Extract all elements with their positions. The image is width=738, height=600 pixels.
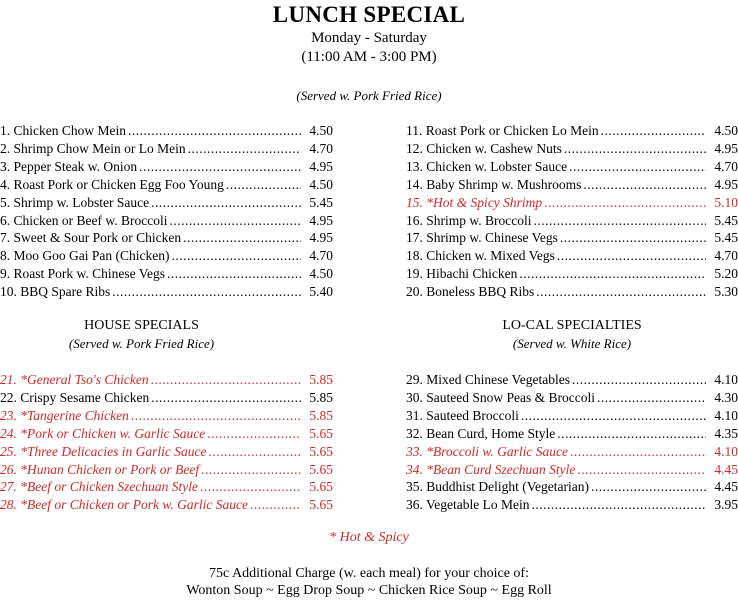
menu-item-name: 7. Sweet & Sour Pork or Chicken: [0, 230, 182, 246]
dot-leader: [201, 461, 301, 479]
menu-item-name: 26. *Hunan Chicken or Pork or Beef: [0, 461, 200, 477]
local-specialties-list: [406, 371, 738, 515]
served-with-note: (Served w. Pork Fried Rice): [296, 88, 442, 103]
menu-item-price: 4.35: [714, 425, 738, 441]
dot-leader: [583, 176, 706, 194]
menu-item: [0, 229, 333, 247]
menu-item-name: 9. Roast Pork w. Chinese Vegs: [0, 266, 165, 282]
menu-item-price: 4.70: [309, 248, 333, 264]
menu-item: [0, 265, 333, 283]
dot-leader: [171, 247, 301, 265]
dot-leader: [557, 247, 706, 265]
dot-leader: [601, 122, 706, 140]
menu-item-price: 5.85: [309, 372, 333, 387]
lunch-menu-right-column: [406, 122, 738, 302]
menu-item-name: 15. *Hot & Spicy Shrimp: [406, 194, 543, 210]
menu-item-name: 33. *Broccoli w. Garlic Sauce: [406, 443, 568, 459]
menu-item: [406, 407, 738, 425]
menu-item: [0, 478, 333, 496]
menu-item-price: 5.45: [714, 212, 738, 228]
menu-item: [406, 425, 738, 443]
menu-item-name: 28. *Beef or Chicken or Pork w. Garlic Sauce: [0, 497, 248, 513]
menu-item: [406, 478, 738, 496]
house-specials-heading: HOUSE SPECIALS: [84, 318, 199, 333]
menu-item-name: 5. Shrimp w. Lobster Sauce: [0, 194, 150, 210]
menu-item-price: 5.65: [309, 443, 333, 459]
menu-item-name: 11. Roast Pork or Chicken Lo Mein: [406, 123, 599, 138]
menu-item: [0, 194, 333, 212]
menu-item-price: 4.70: [309, 140, 333, 156]
dot-leader: [569, 158, 706, 176]
menu-item-price: 4.50: [309, 123, 333, 138]
menu-item: [406, 371, 738, 389]
house-specials-list: [0, 371, 333, 515]
dot-leader: [250, 496, 301, 514]
menu-item: [406, 212, 738, 230]
menu-item-price: 3.95: [714, 497, 738, 513]
menu-item-price: 5.65: [309, 479, 333, 495]
menu-item-name: 6. Chicken or Beef w. Broccoli: [0, 212, 168, 228]
menu-item-price: 5.65: [309, 497, 333, 513]
dot-leader: [534, 212, 707, 230]
menu-item: [406, 283, 738, 301]
page-title: LUNCH SPECIAL: [272, 2, 466, 27]
menu-item-name: 22. Crispy Sesame Chicken: [0, 389, 150, 405]
menu-item-name: 31. Sauteed Broccoli: [406, 407, 519, 423]
menu-item-price: 4.50: [309, 176, 333, 192]
menu-item-name: 13. Chicken w. Lobster Sauce: [406, 158, 568, 174]
lunch-menu-left-column: [0, 122, 333, 302]
dot-leader: [570, 443, 706, 461]
menu-item-price: 4.50: [309, 266, 333, 282]
menu-item: [406, 194, 738, 212]
dot-leader: [519, 265, 706, 283]
dot-leader: [577, 461, 706, 479]
menu-item: [406, 140, 738, 158]
menu-item: [406, 158, 738, 176]
dot-leader: [544, 194, 706, 212]
menu-item-name: 2. Shrimp Chow Mein or Lo Mein: [0, 140, 186, 156]
dot-leader: [597, 389, 706, 407]
dot-leader: [131, 407, 301, 425]
menu-item: [0, 407, 333, 425]
menu-item-name: 18. Chicken w. Mixed Vegs: [406, 248, 555, 264]
menu-item: [0, 122, 333, 140]
dot-leader: [200, 478, 301, 496]
menu-item-price: 5.40: [309, 284, 333, 300]
menu-item: [406, 247, 738, 265]
menu-item-name: 14. Baby Shrimp w. Mushrooms: [406, 176, 582, 192]
soup-choices: Wonton Soup ~ Egg Drop Soup ~ Chicken Rice Soup ~ Egg Roll: [186, 583, 552, 598]
menu-item-price: 4.10: [714, 372, 738, 387]
menu-item-price: 5.20: [714, 266, 738, 282]
menu-item-price: 5.45: [714, 230, 738, 246]
menu-item-price: 4.95: [714, 176, 738, 192]
menu-item-name: 29. Mixed Chinese Vegetables: [406, 372, 570, 387]
menu-item-name: 16. Shrimp w. Broccoli: [406, 212, 532, 228]
dot-leader: [207, 425, 301, 443]
menu-item-price: 4.30: [714, 389, 738, 405]
dot-leader: [531, 496, 706, 514]
menu-item: [406, 176, 738, 194]
menu-item-name: 27. *Beef or Chicken Szechuan Style: [0, 479, 198, 495]
menu-item-price: 4.10: [714, 407, 738, 423]
menu-item: [0, 496, 333, 514]
local-specialties-heading: LO-CAL SPECIALTIES: [502, 318, 642, 333]
menu-item: [0, 389, 333, 407]
menu-item-name: 8. Moo Goo Gai Pan (Chicken): [0, 248, 170, 264]
menu-item-name: 34. *Bean Curd Szechuan Style: [406, 461, 576, 477]
dot-leader: [572, 371, 706, 389]
menu-item-price: 4.95: [309, 158, 333, 174]
dot-leader: [151, 194, 301, 212]
menu-item: [0, 371, 333, 389]
dot-leader: [128, 122, 301, 140]
menu-item-name: 30. Sauteed Snow Peas & Broccoli: [406, 389, 595, 405]
dot-leader: [169, 212, 301, 230]
dot-leader: [151, 389, 301, 407]
dot-leader: [557, 425, 706, 443]
menu-item: [0, 425, 333, 443]
menu-item: [406, 229, 738, 247]
menu-item-price: 5.45: [309, 194, 333, 210]
dot-leader: [226, 176, 301, 194]
menu-item-price: 4.70: [714, 158, 738, 174]
dot-leader: [560, 229, 706, 247]
menu-item: [0, 158, 333, 176]
menu-item: [406, 122, 738, 140]
dot-leader: [188, 140, 301, 158]
menu-item-name: 20. Boneless BBQ Ribs: [406, 284, 535, 300]
menu-item-price: 4.95: [309, 230, 333, 246]
dot-leader: [139, 158, 301, 176]
hot-spicy-legend: * Hot & Spicy: [329, 530, 409, 545]
menu-item: [406, 496, 738, 514]
dot-leader: [564, 140, 706, 158]
menu-item-name: 4. Roast Pork or Chicken Egg Foo Young: [0, 176, 224, 192]
dot-leader: [536, 283, 706, 301]
menu-item: [0, 140, 333, 158]
menu-item-price: 4.95: [309, 212, 333, 228]
additional-charge-note: 75c Additional Charge (w. each meal) for your choice of:: [209, 566, 529, 581]
menu-item: [406, 443, 738, 461]
dot-leader: [591, 478, 706, 496]
menu-item-name: 25. *Three Delicacies in Garlic Sauce: [0, 443, 207, 459]
menu-item-name: 19. Hibachi Chicken: [406, 266, 518, 282]
menu-item: [0, 443, 333, 461]
menu-item-price: 4.45: [714, 479, 738, 495]
menu-item-price: 5.10: [714, 194, 738, 210]
menu-item-name: 12. Chicken w. Cashew Nuts: [406, 140, 562, 156]
menu-item-price: 4.45: [714, 461, 738, 477]
menu-item-name: 35. Buddhist Delight (Vegetarian): [406, 479, 589, 495]
menu-item-price: 4.10: [714, 443, 738, 459]
menu-item-price: 5.65: [309, 461, 333, 477]
menu-item-name: 17. Shrimp w. Chinese Vegs: [406, 230, 558, 246]
menu-item-name: 24. *Pork or Chicken w. Garlic Sauce: [0, 425, 206, 441]
menu-item-name: 10. BBQ Spare Ribs: [0, 284, 111, 300]
menu-item: [406, 461, 738, 479]
menu-item-name: 21. *General Tso's Chicken: [0, 372, 149, 387]
dot-leader: [521, 407, 706, 425]
menu-item-name: 36. Vegetable Lo Mein: [406, 497, 530, 513]
menu-item: [0, 176, 333, 194]
menu-item-name: 32. Bean Curd, Home Style: [406, 425, 556, 441]
menu-item: [406, 389, 738, 407]
menu-item-price: 5.30: [714, 284, 738, 300]
menu-item: [406, 265, 738, 283]
house-specials-served-note: (Served w. Pork Fried Rice): [68, 336, 215, 351]
dot-leader: [167, 265, 301, 283]
dot-leader: [112, 283, 301, 301]
service-hours: (11:00 AM - 3:00 PM): [301, 49, 437, 65]
menu-item: [0, 461, 333, 479]
menu-item-name: 1. Chicken Chow Mein: [0, 123, 126, 138]
menu-item-name: 3. Pepper Steak w. Onion: [0, 158, 138, 174]
menu-item: [0, 247, 333, 265]
menu-item: [0, 283, 333, 301]
menu-item: [0, 212, 333, 230]
menu-item-price: 4.95: [714, 140, 738, 156]
menu-item-price: 5.65: [309, 425, 333, 441]
menu-item-price: 4.70: [714, 248, 738, 264]
menu-item-price: 5.85: [309, 407, 333, 423]
menu-item-price: 4.50: [714, 123, 738, 138]
dot-leader: [151, 371, 301, 389]
dot-leader: [183, 229, 301, 247]
local-specialties-served-note: (Served w. White Rice): [512, 336, 632, 351]
menu-item-name: 23. *Tangerine Chicken: [0, 407, 129, 423]
dot-leader: [208, 443, 301, 461]
menu-item-price: 5.85: [309, 389, 333, 405]
service-days: Monday - Saturday: [311, 30, 427, 46]
